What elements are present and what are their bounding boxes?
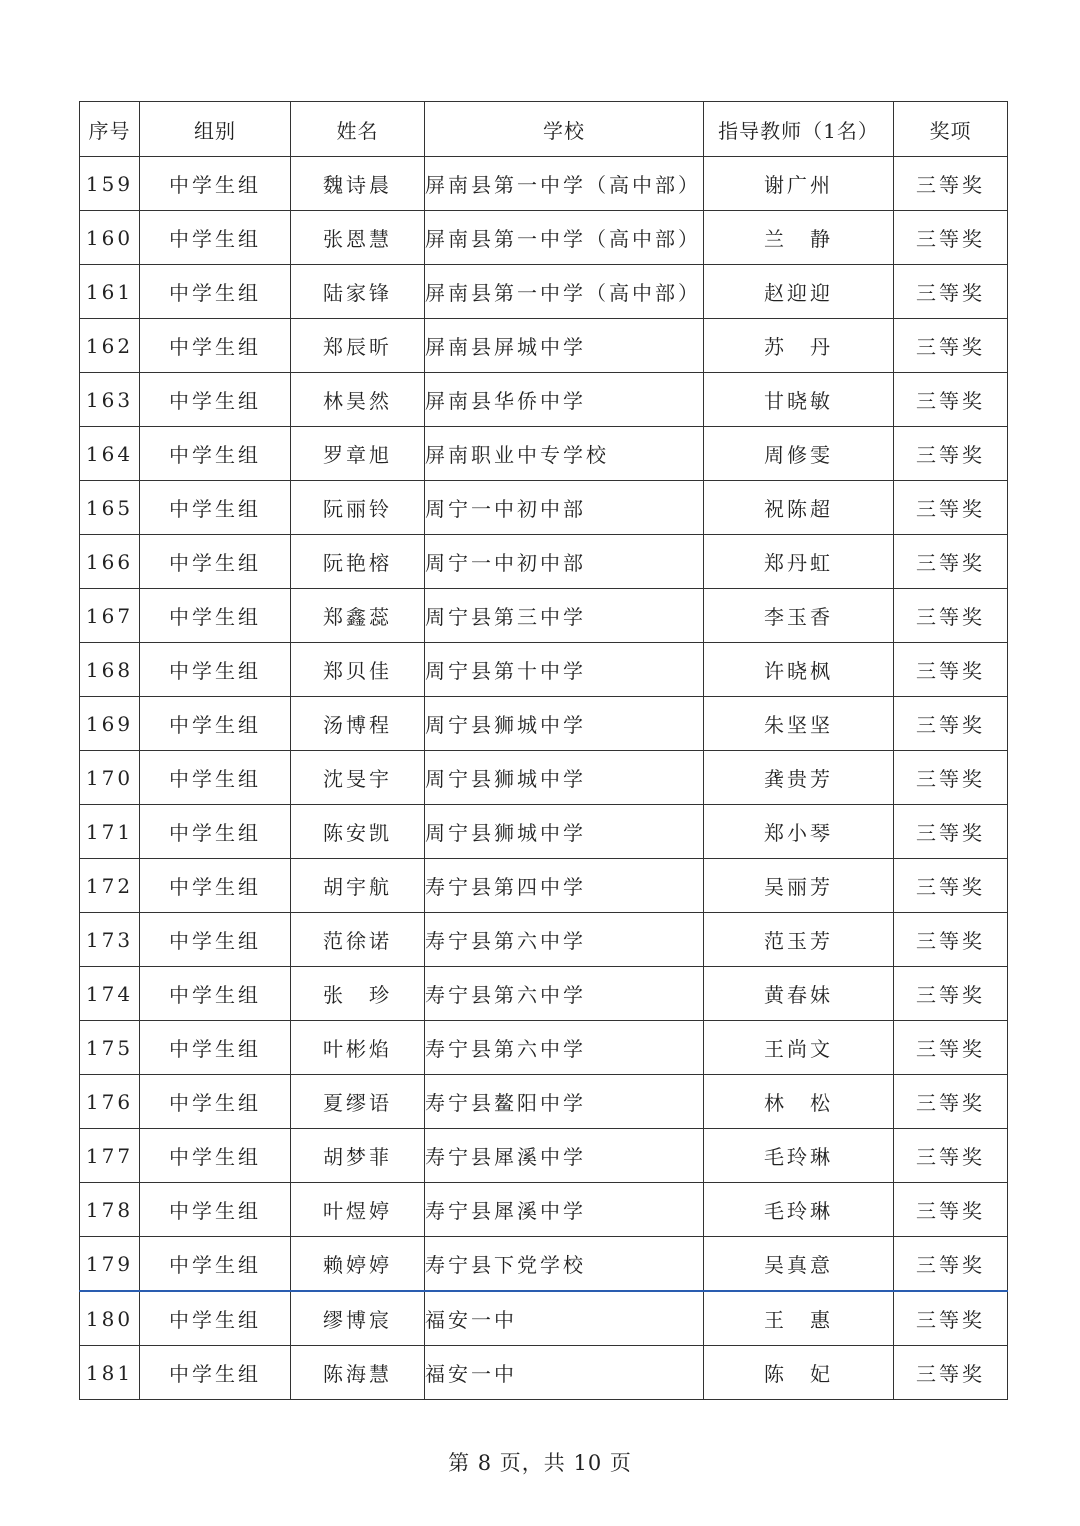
group-cell: 中学生组 [140,373,291,427]
school-cell: 周宁县第十中学 [425,643,704,697]
group-cell: 中学生组 [140,1021,291,1075]
table-row [80,427,1008,481]
row-number-cell: 171 [80,805,140,859]
award-cell: 三等奖 [894,1346,1008,1400]
award-cell: 三等奖 [894,535,1008,589]
teacher-cell: 苏 丹 [704,319,894,373]
school-cell: 周宁一中初中部 [425,535,704,589]
table-row [80,1183,1008,1237]
school-cell: 周宁县狮城中学 [425,697,704,751]
row-number-cell: 179 [80,1237,140,1292]
header-number: 序号 [80,102,140,157]
award-cell: 三等奖 [894,373,1008,427]
row-number-cell: 165 [80,481,140,535]
student-name-cell: 夏缪语 [291,1075,425,1129]
student-name-cell: 叶煜婷 [291,1183,425,1237]
group-cell: 中学生组 [140,319,291,373]
teacher-cell: 许晓枫 [704,643,894,697]
table-row [80,157,1008,211]
group-cell: 中学生组 [140,427,291,481]
student-name-cell: 胡梦菲 [291,1129,425,1183]
table-row [80,643,1008,697]
row-number-cell: 181 [80,1346,140,1400]
student-name-cell: 陈海慧 [291,1346,425,1400]
group-cell: 中学生组 [140,751,291,805]
teacher-cell: 毛玲琳 [704,1183,894,1237]
group-cell: 中学生组 [140,1183,291,1237]
row-number-cell: 175 [80,1021,140,1075]
teacher-cell: 祝陈超 [704,481,894,535]
student-name-cell: 缪博宸 [291,1291,425,1346]
group-cell: 中学生组 [140,265,291,319]
award-cell: 三等奖 [894,265,1008,319]
school-cell: 福安一中 [425,1346,704,1400]
table-row [80,1291,1008,1346]
teacher-cell: 兰 静 [704,211,894,265]
school-cell: 寿宁县第六中学 [425,913,704,967]
school-cell: 屏南县第一中学（高中部） [425,211,704,265]
header-name: 姓名 [291,102,425,157]
student-name-cell: 叶彬焰 [291,1021,425,1075]
school-cell: 周宁县第三中学 [425,589,704,643]
school-cell: 寿宁县第四中学 [425,859,704,913]
student-name-cell: 赖婷婷 [291,1237,425,1292]
student-name-cell: 张恩慧 [291,211,425,265]
award-cell: 三等奖 [894,157,1008,211]
table-row [80,1237,1008,1292]
group-cell: 中学生组 [140,535,291,589]
award-cell: 三等奖 [894,211,1008,265]
teacher-cell: 林 松 [704,1075,894,1129]
student-name-cell: 魏诗晨 [291,157,425,211]
award-cell: 三等奖 [894,913,1008,967]
table-row [80,211,1008,265]
header-school: 学校 [425,102,704,157]
teacher-cell: 王尚文 [704,1021,894,1075]
group-cell: 中学生组 [140,1291,291,1346]
student-name-cell: 范徐诺 [291,913,425,967]
student-name-cell: 郑鑫蕊 [291,589,425,643]
row-number-cell: 170 [80,751,140,805]
table-row [80,751,1008,805]
row-number-cell: 180 [80,1291,140,1346]
row-number-cell: 169 [80,697,140,751]
header-group: 组别 [140,102,291,157]
awards-table [79,101,1008,1400]
student-name-cell: 张 珍 [291,967,425,1021]
teacher-cell: 郑丹虹 [704,535,894,589]
teacher-cell: 陈 妃 [704,1346,894,1400]
teacher-cell: 郑小琴 [704,805,894,859]
school-cell: 屏南县第一中学（高中部） [425,265,704,319]
row-number-cell: 173 [80,913,140,967]
row-number-cell: 167 [80,589,140,643]
school-cell: 寿宁县第六中学 [425,1021,704,1075]
group-cell: 中学生组 [140,643,291,697]
award-cell: 三等奖 [894,481,1008,535]
school-cell: 寿宁县第六中学 [425,967,704,1021]
school-cell: 屏南县屏城中学 [425,319,704,373]
student-name-cell: 沈旻宇 [291,751,425,805]
teacher-cell: 黄春妹 [704,967,894,1021]
row-number-cell: 176 [80,1075,140,1129]
teacher-cell: 李玉香 [704,589,894,643]
row-number-cell: 177 [80,1129,140,1183]
award-cell: 三等奖 [894,1129,1008,1183]
group-cell: 中学生组 [140,697,291,751]
school-cell: 福安一中 [425,1291,704,1346]
table-body [80,157,1008,1400]
table-row [80,535,1008,589]
school-cell: 寿宁县犀溪中学 [425,1183,704,1237]
school-cell: 屏南县华侨中学 [425,373,704,427]
table-row [80,859,1008,913]
row-number-cell: 164 [80,427,140,481]
table-row [80,1129,1008,1183]
award-cell: 三等奖 [894,427,1008,481]
student-name-cell: 陈安凯 [291,805,425,859]
student-name-cell: 陆家锋 [291,265,425,319]
table-row [80,967,1008,1021]
table-row [80,373,1008,427]
row-number-cell: 166 [80,535,140,589]
teacher-cell: 谢广州 [704,157,894,211]
award-cell: 三等奖 [894,1291,1008,1346]
row-number-cell: 162 [80,319,140,373]
award-cell: 三等奖 [894,643,1008,697]
school-cell: 屏南县第一中学（高中部） [425,157,704,211]
teacher-cell: 王 惠 [704,1291,894,1346]
group-cell: 中学生组 [140,1129,291,1183]
row-number-cell: 163 [80,373,140,427]
row-number-cell: 172 [80,859,140,913]
award-cell: 三等奖 [894,1075,1008,1129]
table-row [80,913,1008,967]
group-cell: 中学生组 [140,913,291,967]
table-row [80,319,1008,373]
award-cell: 三等奖 [894,319,1008,373]
teacher-cell: 范玉芳 [704,913,894,967]
award-cell: 三等奖 [894,859,1008,913]
group-cell: 中学生组 [140,859,291,913]
group-cell: 中学生组 [140,1075,291,1129]
school-cell: 寿宁县下党学校 [425,1237,704,1292]
group-cell: 中学生组 [140,589,291,643]
header-teacher: 指导教师（1名） [704,102,894,157]
table-row [80,805,1008,859]
teacher-cell: 毛玲琳 [704,1129,894,1183]
group-cell: 中学生组 [140,967,291,1021]
award-cell: 三等奖 [894,805,1008,859]
student-name-cell: 汤博程 [291,697,425,751]
teacher-cell: 朱坚坚 [704,697,894,751]
group-cell: 中学生组 [140,157,291,211]
table-row [80,697,1008,751]
teacher-cell: 周修雯 [704,427,894,481]
student-name-cell: 罗章旭 [291,427,425,481]
table-row [80,1346,1008,1400]
teacher-cell: 甘晓敏 [704,373,894,427]
student-name-cell: 阮丽铃 [291,481,425,535]
school-cell: 周宁一中初中部 [425,481,704,535]
teacher-cell: 吴丽芳 [704,859,894,913]
teacher-cell: 赵迎迎 [704,265,894,319]
school-cell: 周宁县狮城中学 [425,751,704,805]
table-row [80,1075,1008,1129]
row-number-cell: 168 [80,643,140,697]
student-name-cell: 胡宇航 [291,859,425,913]
student-name-cell: 林昊然 [291,373,425,427]
row-number-cell: 160 [80,211,140,265]
teacher-cell: 吴真意 [704,1237,894,1292]
group-cell: 中学生组 [140,805,291,859]
award-cell: 三等奖 [894,1183,1008,1237]
award-cell: 三等奖 [894,967,1008,1021]
page-number-footer: 第 8 页，共 10 页 [448,1451,632,1475]
school-cell: 寿宁县犀溪中学 [425,1129,704,1183]
award-cell: 三等奖 [894,751,1008,805]
student-name-cell: 郑辰昕 [291,319,425,373]
group-cell: 中学生组 [140,481,291,535]
table-row [80,265,1008,319]
school-cell: 屏南职业中专学校 [425,427,704,481]
student-name-cell: 阮艳榕 [291,535,425,589]
header-award: 奖项 [894,102,1008,157]
row-number-cell: 161 [80,265,140,319]
table-row [80,481,1008,535]
school-cell: 寿宁县鳌阳中学 [425,1075,704,1129]
school-cell: 周宁县狮城中学 [425,805,704,859]
award-cell: 三等奖 [894,1021,1008,1075]
award-cell: 三等奖 [894,697,1008,751]
row-number-cell: 159 [80,157,140,211]
table-row [80,589,1008,643]
group-cell: 中学生组 [140,211,291,265]
student-name-cell: 郑贝佳 [291,643,425,697]
group-cell: 中学生组 [140,1237,291,1292]
row-number-cell: 174 [80,967,140,1021]
row-number-cell: 178 [80,1183,140,1237]
award-cell: 三等奖 [894,1237,1008,1292]
table-row [80,1021,1008,1075]
teacher-cell: 龚贵芳 [704,751,894,805]
group-cell: 中学生组 [140,1346,291,1400]
award-cell: 三等奖 [894,589,1008,643]
table-header-row [80,102,1008,157]
